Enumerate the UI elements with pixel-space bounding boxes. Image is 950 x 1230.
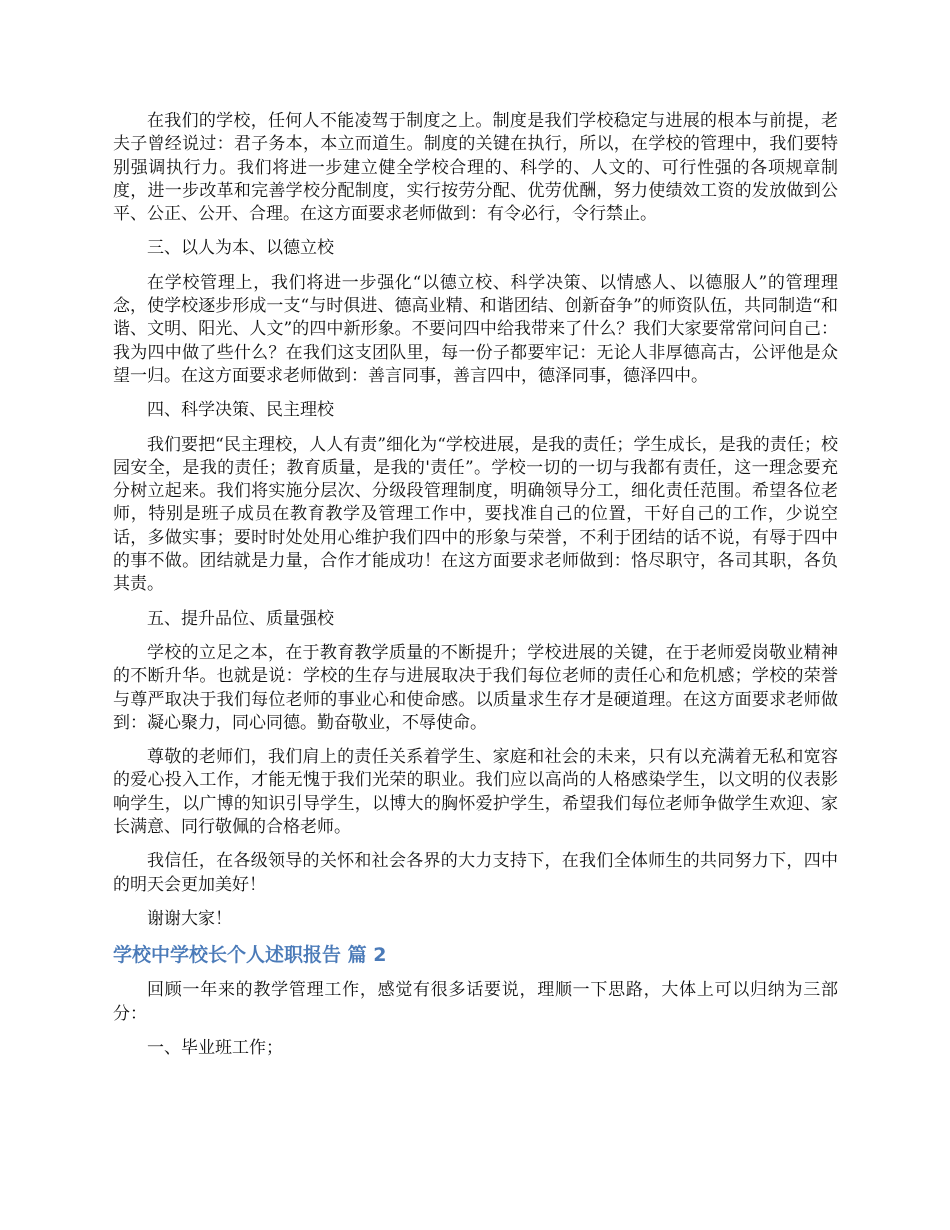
report-section-title: 学校中学校长个人述职报告 篇 2 bbox=[113, 944, 387, 967]
heading-graduating-class: 一、毕业班工作； bbox=[147, 1037, 283, 1058]
heading-section-4: 四、科学决策、民主理校 bbox=[147, 400, 334, 421]
paragraph-system-rules: 在我们的学校，任何人不能凌驾于制度之上。制度是我们学校稳定与进展的根本与前提，老夫子曾经说过：君子务本，本立而道生。制度的关键在执行，所以，在学校的管理中，我们要特别强调执行力。我们将进一步建立健全学校合理的、科学的、人文的、可行性强的各项规章制度，进一步改革和完善学校分配制度，实行按劳分配、优劳优酬，努力使绩效工资的发放做到公平、公正、公开、合理。在这方面要求老师做到：有令必行，令行禁止。 bbox=[113, 111, 838, 225]
heading-section-5: 五、提升品位、质量强校 bbox=[147, 608, 334, 629]
paragraph-review: 回顾一年来的教学管理工作，感觉有很多话要说，理顺一下思路，大体上可以归纳为三部分： bbox=[113, 980, 838, 1024]
paragraph-quality: 学校的立足之本，在于教育教学质量的不断提升；学校进展的关键，在于老师爱岗敬业精神的不断升华。也就是说：学校的生存与进展取决于我们每位老师的责任心和危机感；学校的荣誉与尊严取决于我们每位老师的事业心和使命感。以质量求生存才是硬道理。在这方面要求老师做到：凝心聚力，同心同德。勤奋敬业，不辱使命。 bbox=[113, 642, 838, 733]
paragraph-democratic-management: 我们要把“民主理校，人人有责”细化为“学校进展，是我的责任；学生成长，是我的责任；校园安全，是我的责任；教育质量，是我的'责任”。学校一切的一切与我都有责任，这一理念要充分树立起来。我们将实施分层次、分级段管理制度，明确领导分工，细化责任范围。希望各位老师，特别是班子成员在教育教学及管理工作中，要找准自己的位置，干好自己的工作，少说空话，多做实事；要时时处处用心维护我们四中的形象与荣誉，不利于团结的话不说，有辱于四中的事不做。团结就是力量，合作才能成功！在这方面要求老师做到：恪尽职守，各司其职，各负其责。 bbox=[113, 434, 838, 595]
document-body bbox=[113, 110, 838, 1071]
paragraph-thanks: 谢谢大家！ bbox=[147, 908, 232, 929]
paragraph-moral-management: 在学校管理上，我们将进一步强化“以德立校、科学决策、以情感人、以德服人”的管理理念，使学校逐步形成一支“与时俱进、德高业精、和谐团结、创新奋争”的师资队伍，共同制造“和谐、文明、阳光、人文”的四中新形象。不要问四中给我带来了什么？我们大家要常常问问自己：我为四中做了些什么？在我们这支团队里，每一份子都要牢记：无论人非厚德高古，公评他是众望一归。在这方面要求老师做到：善言同事，善言四中，德泽同事，德泽四中。 bbox=[113, 272, 838, 386]
paragraph-belief: 我信任，在各级领导的关怀和社会各界的大力支持下，在我们全体师生的共同努力下，四中的明天会更加美好！ bbox=[113, 851, 838, 895]
paragraph-teachers-address: 尊敬的老师们，我们肩上的责任关系着学生、家庭和社会的未来，只有以充满着无私和宽容的爱心投入工作，才能无愧于我们光荣的职业。我们应以高尚的人格感染学生，以文明的仪表影响学生，以广博的知识引导学生，以博大的胸怀爱护学生，希望我们每位老师争做学生欢迎、家长满意、同行敬佩的合格老师。 bbox=[113, 747, 838, 838]
heading-section-3: 三、以人为本、以德立校 bbox=[147, 238, 334, 259]
